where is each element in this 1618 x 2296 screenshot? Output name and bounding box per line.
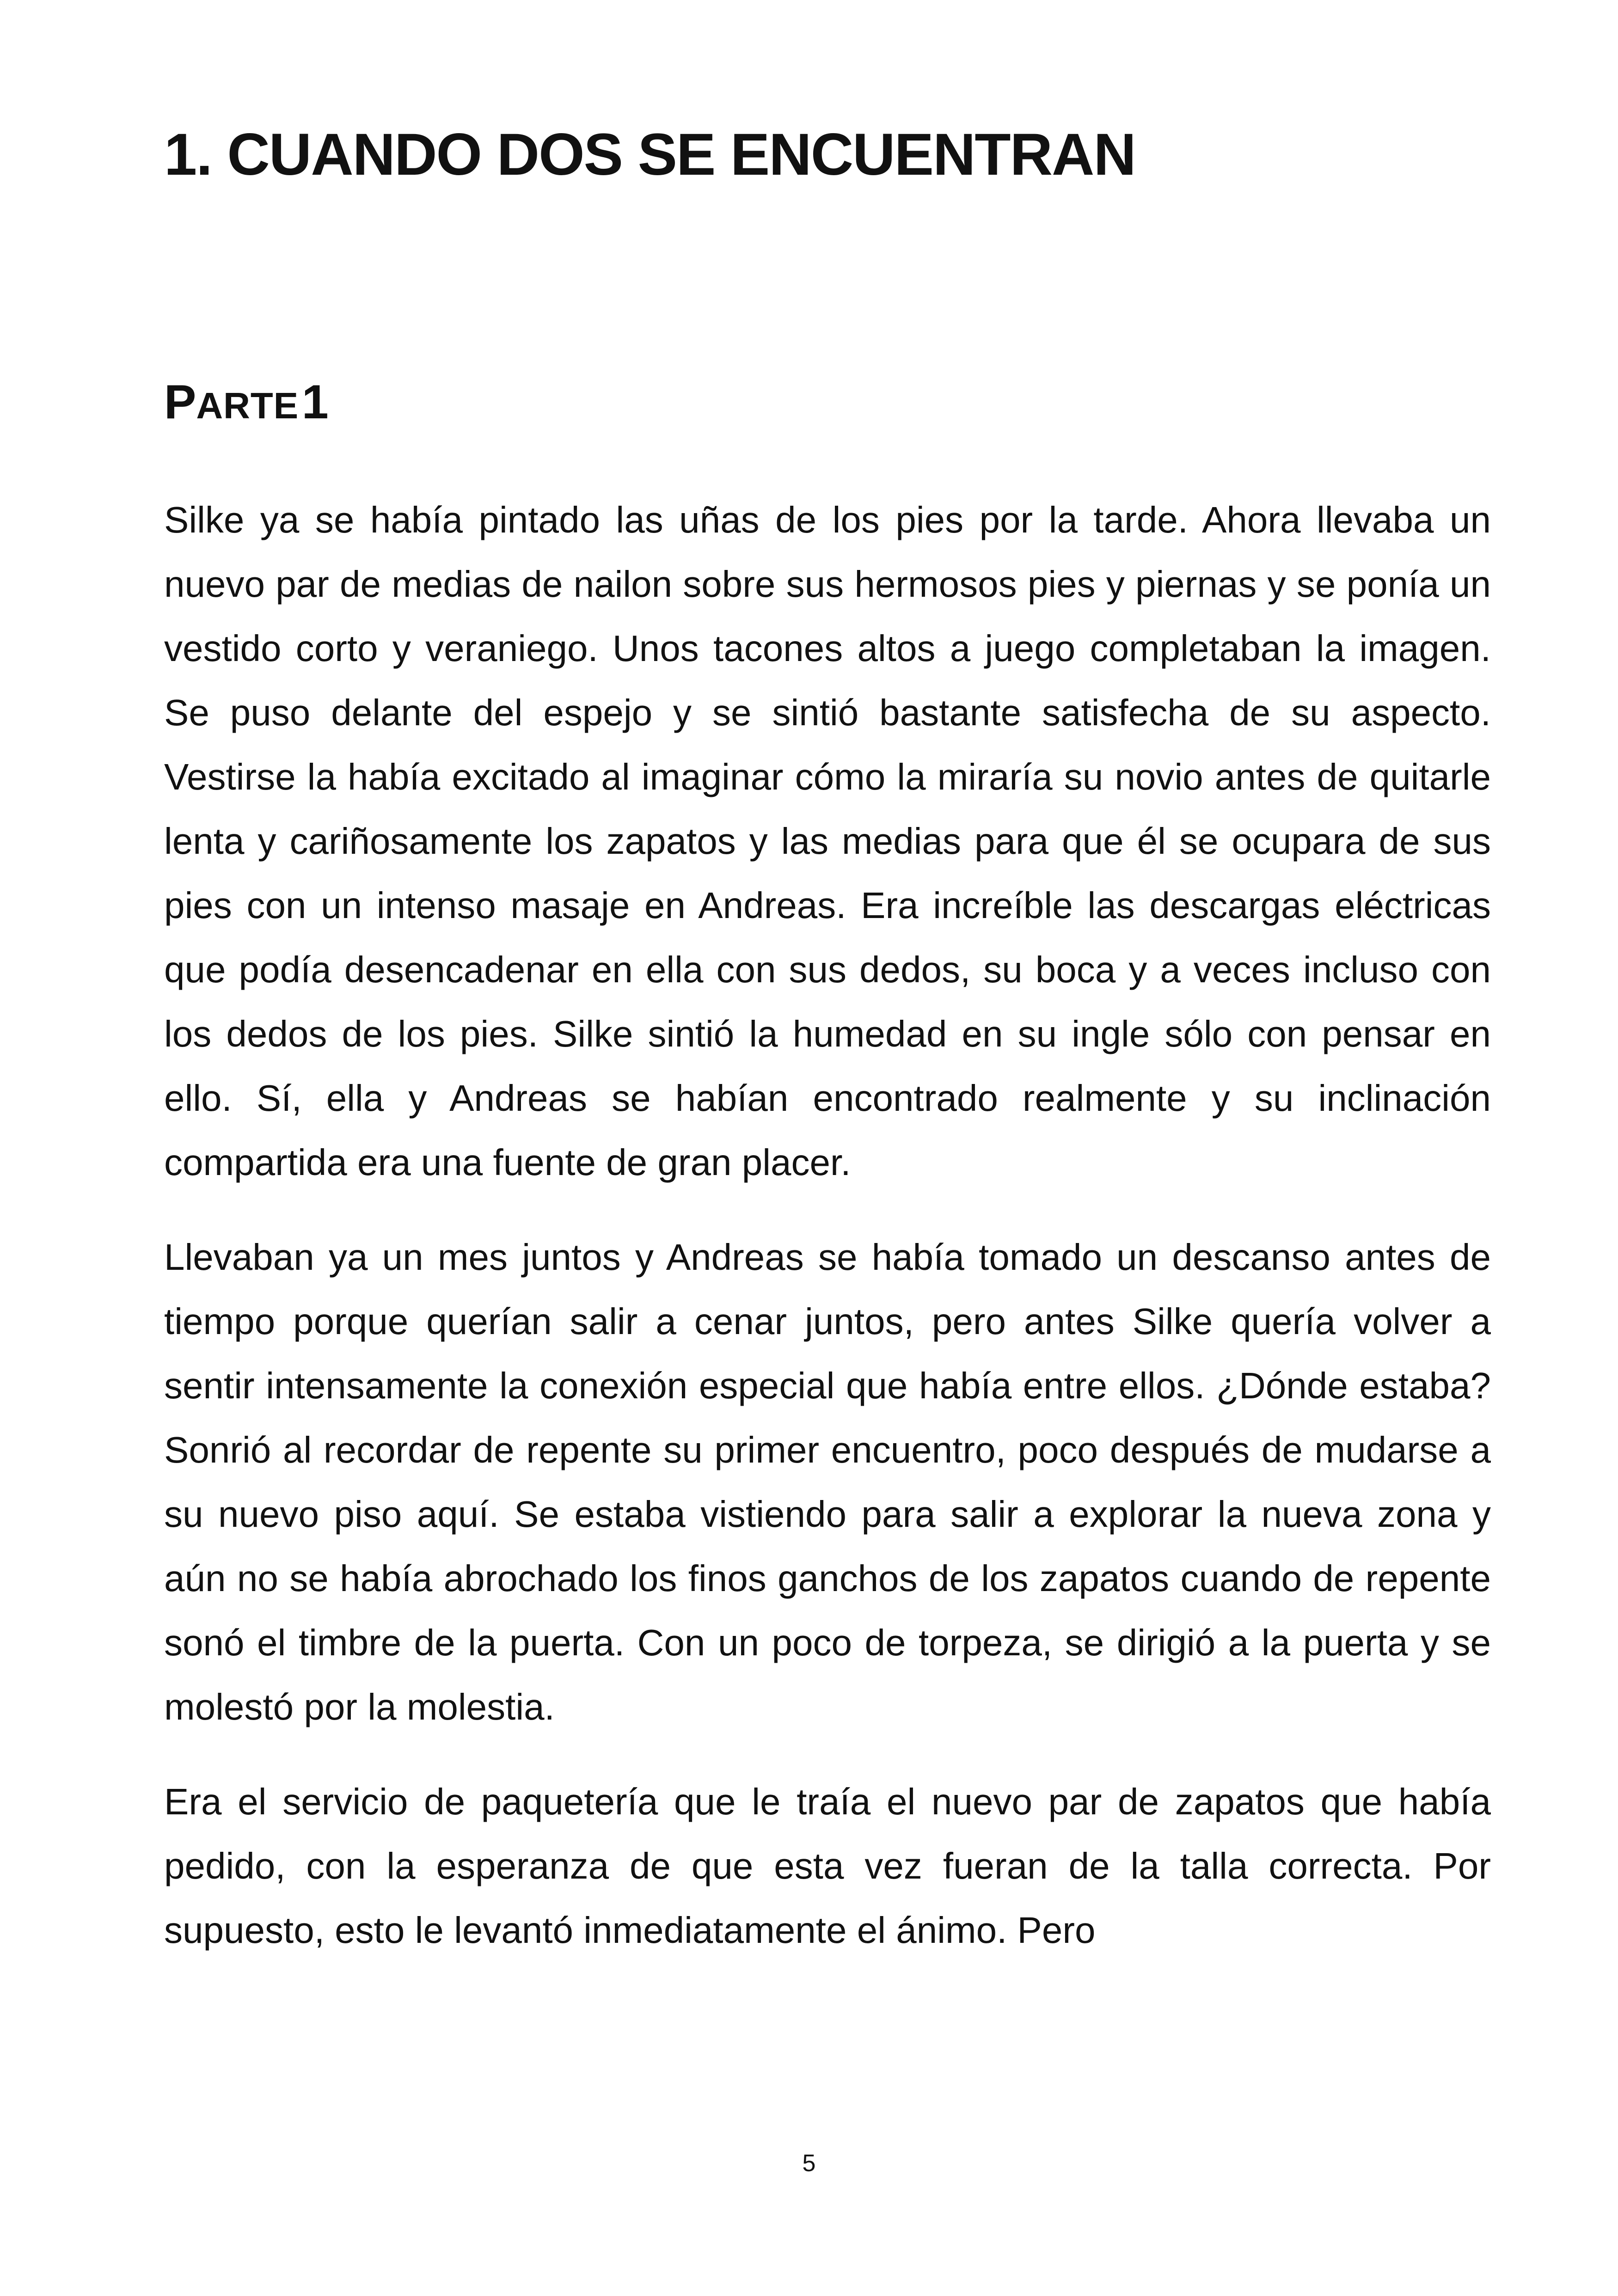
part-heading-initial: P [164,375,196,429]
part-heading-rest: ARTE [196,385,299,426]
paragraph-1: Silke ya se había pintado las uñas de los pies por la tarde. Ahora llevaba un nuevo par de medias de nailon sobre sus hermosos pies y piernas y se ponía un vestido corto y veraniego. Unos tacones altos a juego completaban la imagen. Se puso delante del espejo y se sintió bastante satisfecha de su aspecto. Vestirse la había excitado al imaginar cómo la miraría su novio antes de quitarle lenta y cariñosamente los zapatos y las medias para que él se ocupara de sus pies con un intenso masaje en Andreas. Era increíble las descargas eléctricas que podía desencadenar en ella con sus dedos, su boca y a veces incluso con los dedos de los pies. Silke sintió la humedad en su ingle sólo con pensar en ello. Sí, ella y Andreas se habían encontrado realmente y su inclinación compartida era una fuente de gran placer. [164,499,1491,1183]
part-heading-number: 1 [301,375,329,429]
part-heading [164,370,329,447]
body-text [164,488,1491,1993]
paragraph-2: Llevaban ya un mes juntos y Andreas se había tomado un descanso antes de tiempo porque querían salir a cenar juntos, pero antes Silke quería volver a sentir intensamente la conexión especial que había entre ellos. ¿Dónde estaba? Sonrió al recordar de repente su primer encuentro, poco después de mudarse a su nuevo piso aquí. Se estaba vistiendo para salir a explorar la nueva zona y aún no se había abrochado los finos ganchos de los zapatos cuando de repente sonó el timbre de la puerta. Con un poco de torpeza, se dirigió a la puerta y se molestó por la molestia. [164,1237,1491,1727]
paragraph-3: Era el servicio de paquetería que le traía el nuevo par de zapatos que había pedido, con la esperanza de que esta vez fueran de la talla correcta. Por supuesto, esto le levantó inmediatamente el ánimo. Pero [164,1781,1491,1951]
chapter-title: 1. CUANDO DOS SE ENCUENTRAN [164,122,1135,188]
page-number: 5 [802,2150,816,2177]
